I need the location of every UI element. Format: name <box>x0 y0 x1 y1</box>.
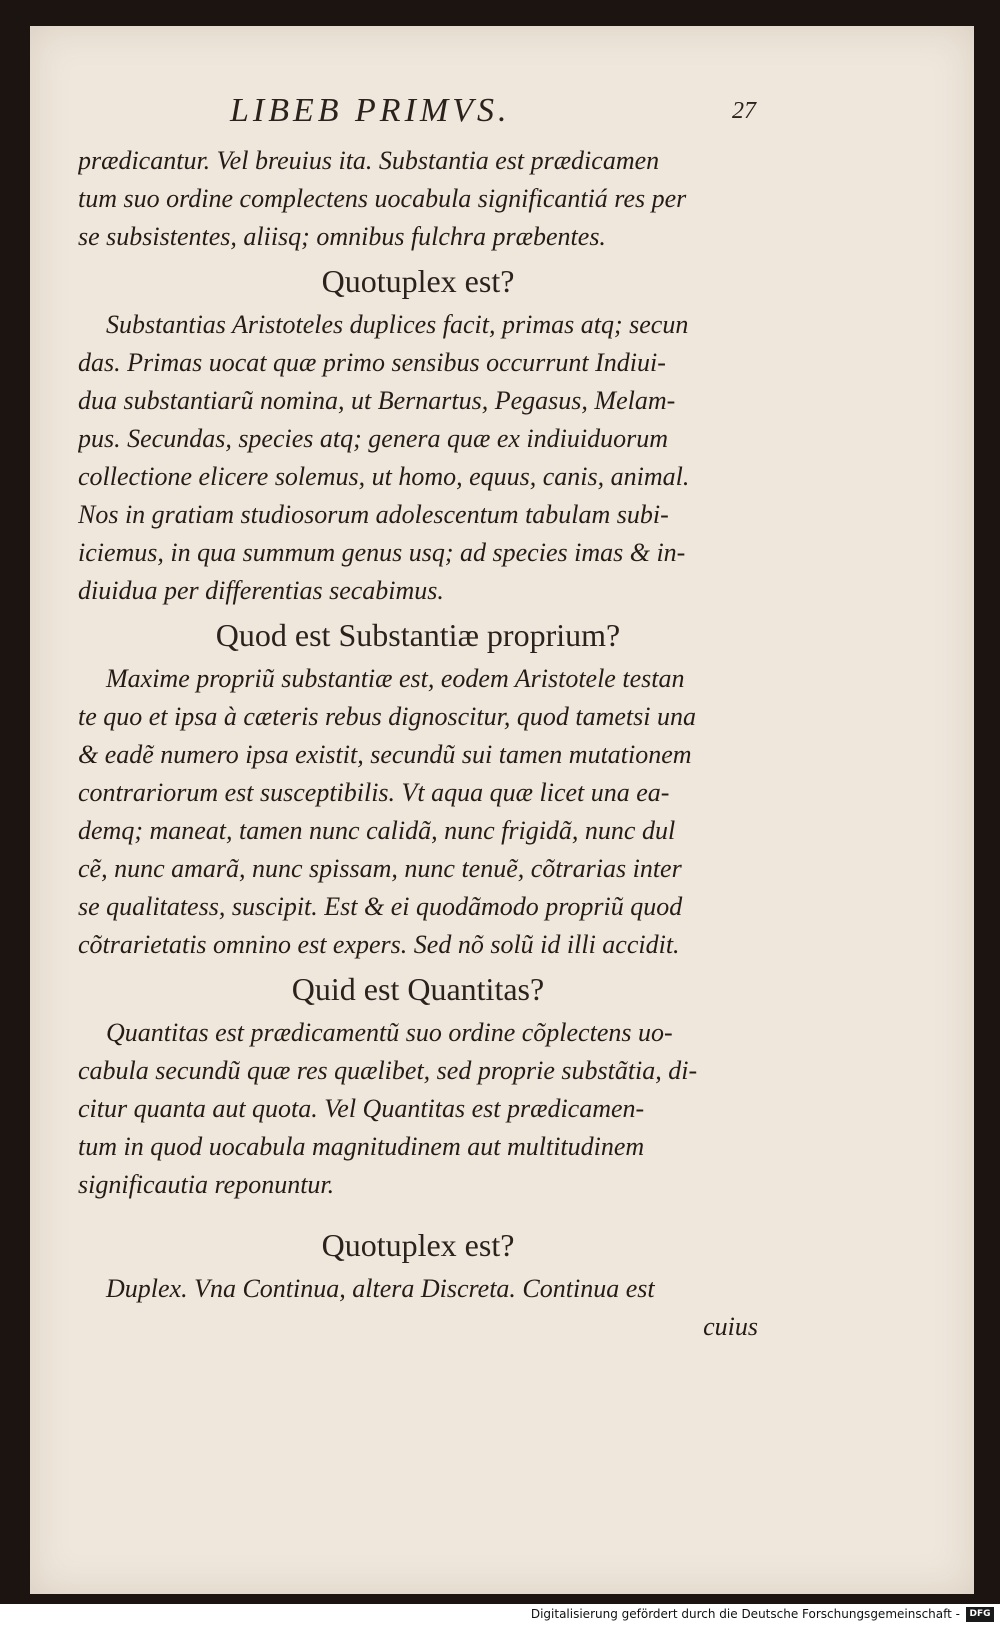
text-line: prædicantur. Vel breuius ita. Substantia est prædicamen <box>78 146 660 175</box>
body-text <box>78 142 758 1346</box>
text-line: tum in quod uocabula magnitudinem aut multitudinem <box>78 1132 645 1161</box>
text-line: Duplex. Vna Continua, altera Discreta. Continua est <box>106 1274 655 1303</box>
section-heading: Quotuplex est? <box>321 263 515 299</box>
section-heading: Quotuplex est? <box>321 1227 515 1263</box>
text-line: das. Primas uocat quæ primo sensibus occurrunt Indiui- <box>78 348 666 377</box>
footer-credit: Digitalisierung gefördert durch die Deutsche Forschungsgemeinschaft - <box>530 1607 960 1621</box>
text-line: demq; maneat, tamen nunc calidã, nunc frigidã, nunc dul <box>78 816 676 845</box>
catchword: cuius <box>703 1312 758 1341</box>
footer-bar <box>0 1604 1000 1626</box>
text-line: dua substantiarũ nomina, ut Bernartus, Pegasus, Melam- <box>78 386 676 415</box>
text-line: diuidua per differentias secabimus. <box>78 576 444 605</box>
dfg-logo-icon <box>966 1607 994 1622</box>
text-line: cõtrarietatis omnino est expers. Sed nõ solũ id illi accidit. <box>78 930 680 959</box>
text-line: pus. Secundas, species atq; genera quæ ex indiuiduorum <box>78 424 668 453</box>
text-line: Quantitas est prædicamentũ suo ordine cõplectens uo- <box>106 1018 673 1047</box>
dfg-logo-text: DFG <box>969 1609 991 1619</box>
text-line: Maxime propriũ substantiæ est, eodem Aristotele testan <box>106 664 685 693</box>
text-line: se subsistentes, aliisq; omnibus fulchra præbentes. <box>78 222 606 251</box>
text-line: se qualitatess, suscipit. Est & ei quodãmodo propriũ quod <box>78 892 683 921</box>
section-heading: Quod est Substantiæ proprium? <box>215 617 621 653</box>
text-line: te quo et ipsa à cæteris rebus dignoscitur, quod tametsi una <box>78 702 696 731</box>
book-page <box>30 26 974 1594</box>
page-header <box>30 92 974 142</box>
text-line: iciemus, in qua summum genus usq; ad species imas & in- <box>78 538 686 567</box>
text-line: cabula secundũ quæ res quælibet, sed proprie substãtia, di- <box>78 1056 698 1085</box>
page-number: 27 <box>732 98 756 124</box>
text-line: & eadẽ numero ipsa existit, secundũ sui tamen mutationem <box>78 740 692 769</box>
text-line: tum suo ordine complectens uocabula significantiá res per <box>78 184 687 213</box>
section-heading: Quid est Quantitas? <box>291 971 545 1007</box>
running-head: LIBEB PRIMVS. <box>230 92 511 129</box>
text-line: contrariorum est susceptibilis. Vt aqua quæ licet una ea- <box>78 778 670 807</box>
text-line: significautia reponuntur. <box>78 1170 335 1199</box>
text-line: Substantias Aristoteles duplices facit, primas atq; secun <box>106 310 689 339</box>
text-line: cẽ, nunc amarã, nunc spissam, nunc tenuẽ, cõtrarias inter <box>78 854 682 883</box>
text-line: collectione elicere solemus, ut homo, equus, canis, animal. <box>78 462 690 491</box>
text-line: citur quanta aut quota. Vel Quantitas est prædicamen- <box>78 1094 645 1123</box>
text-line: Nos in gratiam studiosorum adolescentum tabulam subi- <box>78 500 669 529</box>
